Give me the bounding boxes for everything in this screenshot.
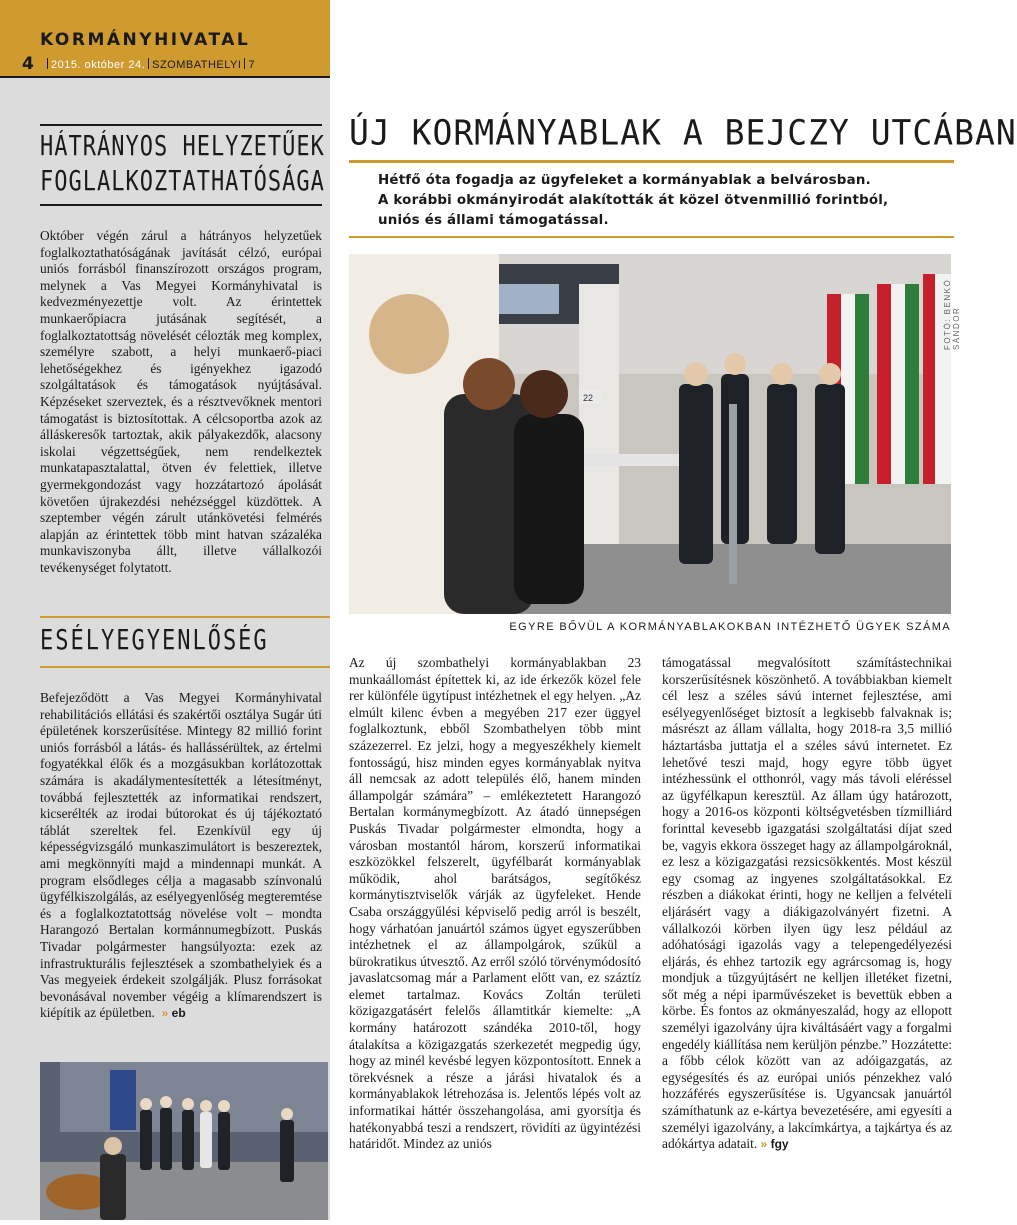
eu-flag — [110, 1070, 136, 1130]
person — [140, 1110, 152, 1170]
photo-credit: FOTÓ: BENKŐ SÁNDOR — [943, 278, 961, 350]
head — [281, 1108, 293, 1120]
article-bottom-rule — [40, 204, 322, 206]
person — [815, 384, 845, 554]
event-photo-small — [40, 1062, 328, 1220]
head — [218, 1100, 230, 1112]
person — [182, 1110, 194, 1170]
article-bottom-rule — [40, 666, 330, 668]
article-title-1 — [40, 130, 325, 200]
article-column-2 — [662, 655, 952, 1153]
head — [160, 1096, 172, 1108]
head — [684, 362, 708, 386]
flag-green — [855, 294, 869, 484]
head — [200, 1100, 212, 1112]
guitarist — [100, 1154, 126, 1220]
woman-black — [514, 414, 584, 604]
article-top-rule — [40, 124, 322, 126]
column-text: támogatással megvalósított számítástechnikai korszerűsítésnek köszönhető. A továbbiakban kiemelt cél lesz a széles sávú internet fejlesztése, ami esélyegyenlőséget biztosít a legkisebb falvaknak is; másrészt az állam vállalta, hogy 2018-ra 3,5 millió háztartásba juttatja el a széles sávú internetet. Ez lehetővé teszi majd, hogy egyre több ügyet intézhessünk el otthonról, vagy más távoli eléréssel az ügyfélkapun keresztül. Az állam úgy határozott, hogy a 2016-os központi költségvetésben tízmilliárd forinttal kevesebb igazgatási szolgáltatási díjat szed be, vagyis ekkora összeget hagy az állampolgároknál, ez lesz a közigazgatási rezsicsökkentés. Most készül egy csomag az ingyenes szolgáltatásokkal. Ez részben a diákokat érinti, hogy ne kelljen a felvételi eljárásért vagy a diákigazolványért fizetni. A vállalkozói körben ilyen ügy lesz például az adóhatósági igazolás vagy a telepengedélyezési eljárás, és ehhez tartozik egy agrárcsomag is, hogy mondjuk a tűzgyújtásért ne kelljen illetéket fizetni, sőt még a népi iparművészeket is bevettük ebben a körbe. És fontos az okmányeszalád, hogy az ellopott személyi igazolvány újra kiváltásáért vagy a forgalmi engedély kiállítása nem kerüljön pénzbe.” Hozzátette: a főbb célok között van az adóigazgatás, az egységesítés és az európai uniós pénzekhez való hozzáférés egyszerűsítése is. Ugyancsak januártól számíthatunk az e-kártya bevezetésére, ami egyesíti a személyi igazolvány, a lakcímkártya, a tajkártya és az adókártya adatait. — [662, 655, 952, 1152]
sign-arrow: » — [760, 1137, 768, 1152]
head — [724, 353, 746, 375]
main-article-title: ÚJ KORMÁNYABLAK A BEJCZY UTCÁBAN — [349, 112, 1017, 153]
article-title-line: FOGLALKOZTATHATÓSÁGA — [40, 166, 325, 198]
sign-arrow: » — [161, 1006, 169, 1021]
author-sign — [162, 1006, 186, 1020]
main-photo — [349, 254, 951, 614]
head — [369, 294, 449, 374]
number-sign-text: 22 — [583, 393, 594, 403]
author-sign — [761, 1137, 789, 1151]
lead-line: uniós és állami támogatással. — [378, 213, 609, 228]
article-body-1: Október végén zárul a hátrányos helyzetűek foglalkoztathatóságának javítását célzó, európai uniós forrásból finanszírozott országos program, melynek a Vas Megyei Kormányhivatal is kedvezményezettje volt. Az érintettek munkaerőpiacra jutásának segítését, a foglalkoztatottság növelését célozták meg komplex, személyre szabott, a helyi munkaerő-piaci lehetőségekhez és igényekhez igazodó szolgáltatások és támogatások nyújtásával. Képzéseket szerveztek, és a résztvevőknek mentori támogatást is biztosítottak. A célcsoportba azok az álláskeresők tartoztak, akik pályakezdők, alacsony iskolai végzettségűek, nem rendelkeztek munkatapasztalattal, ötven év felettiek, illetve gyermekgondozást vagy hozzátartozó ápolását követően újrakezdési nehézséggel küzdöttek. A szeptember végén zárult utánkövetési felmérés alapján az érintettek több mint hatvan százaléka munkaviszonyba állt, illetve vállalkozói tevékenységet folytatott. — [40, 228, 322, 575]
article-title-line: HÁTRÁNYOS HELYZETŰEK — [40, 131, 325, 163]
person — [280, 1120, 294, 1182]
publication-name: SZOMBATHELYI — [152, 59, 242, 71]
article-lead — [378, 171, 938, 231]
flag-green — [905, 284, 919, 484]
lead-line: Hétfő óta fogadja az ügyfeleket a kormányablak a belvárosban. — [378, 173, 871, 188]
lead-line: A korábbi okmányirodát alakították át közel ötvenmillió forintból, — [378, 193, 889, 208]
pillar — [579, 284, 619, 584]
head — [104, 1137, 122, 1155]
meta-divider — [244, 58, 245, 69]
head — [463, 358, 515, 410]
article-title-2: ESÉLYEGYENLŐSÉG — [40, 625, 269, 657]
event-photo-illustration — [40, 1062, 328, 1220]
issue-meta — [44, 58, 255, 71]
main-photo-illustration — [349, 254, 951, 614]
article-body-2 — [40, 690, 322, 1022]
lead-rule — [349, 236, 954, 238]
flag-red — [877, 284, 891, 484]
article-column-1: Az új szombathelyi kormányablakban 23 munkaállomást építettek ki, az ide érkezők közel fele rer különféle ügytípust intézhetnek el egy helyen. „Az elmúlt kilenc évben a megyében 217 ezer üggyel foglalkoztunk, ebből Szombathelyen több mint százezerrel. Ez jelzi, hogy a megyeszékhely kiemelt fontosságú, hisz minden egyes kormányablak nyitva áll nemcsak az adott település élő, hanem minden állampolgár számára” – emlékeztetett Harangozó Bertalan kormánymegbízott. Az átadó ünnepségen Puskás Tivadar polgármester elmondta, hogy a városban mostantól három, korszerű informatikai eszközökkel felszerelt, ügyfélbarát kormányablak működik, ahol barátságos, segítőkész kormánytisztviselők várják az ügyfeleket. Hende Csaba országgyűlési képviselő pedig arról is beszélt, hogy várhatóan januártól számos ügyet egyszerűbben intézhetnek el az állampolgárok, szűkül a bürokratikus útvesztő. Az erről szóló törvénymódosító javaslatcsomag már a Parlament előtt van, ez száztíz elemet tartalmaz. Kovács Zoltán területi közigazgatásért felelős államtitkár kiemelte: „A kormány határozott szándéka 2010-től, hogy átalakítsa a közigazgatás szerkezetét megpedig úgy, hogy az minél kevésbé legyen központosított. Ennek a törekvésnek a része a járási hivatalok és a kormányablakok létrehozása is. Jelentős lépés volt az informatikai háttér összehangolása, ami gyorsítja és hatékonyabbá teszi a rendszert, rövidíti az ügyintézési határidőt. Mindez az uniós — [349, 655, 641, 1152]
meta-divider — [47, 58, 48, 69]
article-text: Befejeződött a Vas Megyei Kormányhivatal rehabilitációs ellátási és szakértői osztálya Sugár úti épületének korszerűsítése. Mintegy 82 millió forint uniós forrásból a látás- és hallássérültek, az értelmi fogyatékkal élők és a mozgásukban korlátozottak számára is akadálymentesítették a létesítményt, továbbá fejlesztették az informatikai rendszert, kicserélték az irodai bútorokat és új tájékoztató táblát szereltek fel. Ezenkívül egy új képességvizsgáló munkaszimulátort is beszereztek, ami megkönnyíti majd a mindennapi munkát. A program elsődleges célja a magasabb színvonalú ügyfélkiszolgálás, az esélyegyenlőség megteremtése és a foglalkoztatottság növelése volt – mondta Harangozó Bertalan kormánnumegbízott. Puskás Tivadar polgármester hangsúlyozta: ezek az infrastrukturális fejlesztések a szombathelyiek és a Vas megyeiek érdekeit szolgálják. Plusz forrásokat bevonásával november végéig a klímarendszert is kiépítik az épületben. — [40, 690, 322, 1021]
article-top-rule — [40, 616, 330, 618]
person — [767, 384, 797, 544]
head — [819, 363, 841, 385]
person — [160, 1108, 172, 1170]
issue-number: 7 — [248, 59, 256, 71]
person — [218, 1112, 230, 1170]
page-number: 4 — [22, 54, 34, 74]
issue-date: 2015. október 24. — [51, 59, 146, 71]
flag-red — [923, 274, 935, 484]
section-title: KORMÁNYHIVATAL — [40, 30, 251, 50]
head — [182, 1098, 194, 1110]
photo-caption: EGYRE BŐVÜL A KORMÁNYABLAKOKBAN INTÉZHETŐ ÜGYEK SZÁMA — [509, 621, 951, 633]
head — [520, 370, 568, 418]
hungarian-flags — [827, 274, 951, 484]
author-initials: fgy — [770, 1137, 789, 1152]
person-white — [200, 1112, 212, 1168]
section-header — [0, 0, 330, 76]
head — [140, 1098, 152, 1110]
title-rule — [349, 160, 954, 163]
lectern — [729, 404, 737, 584]
flag-white — [891, 284, 905, 484]
person — [679, 384, 713, 564]
head — [771, 363, 793, 385]
meta-divider — [148, 58, 149, 69]
author-initials: eb — [171, 1006, 186, 1021]
